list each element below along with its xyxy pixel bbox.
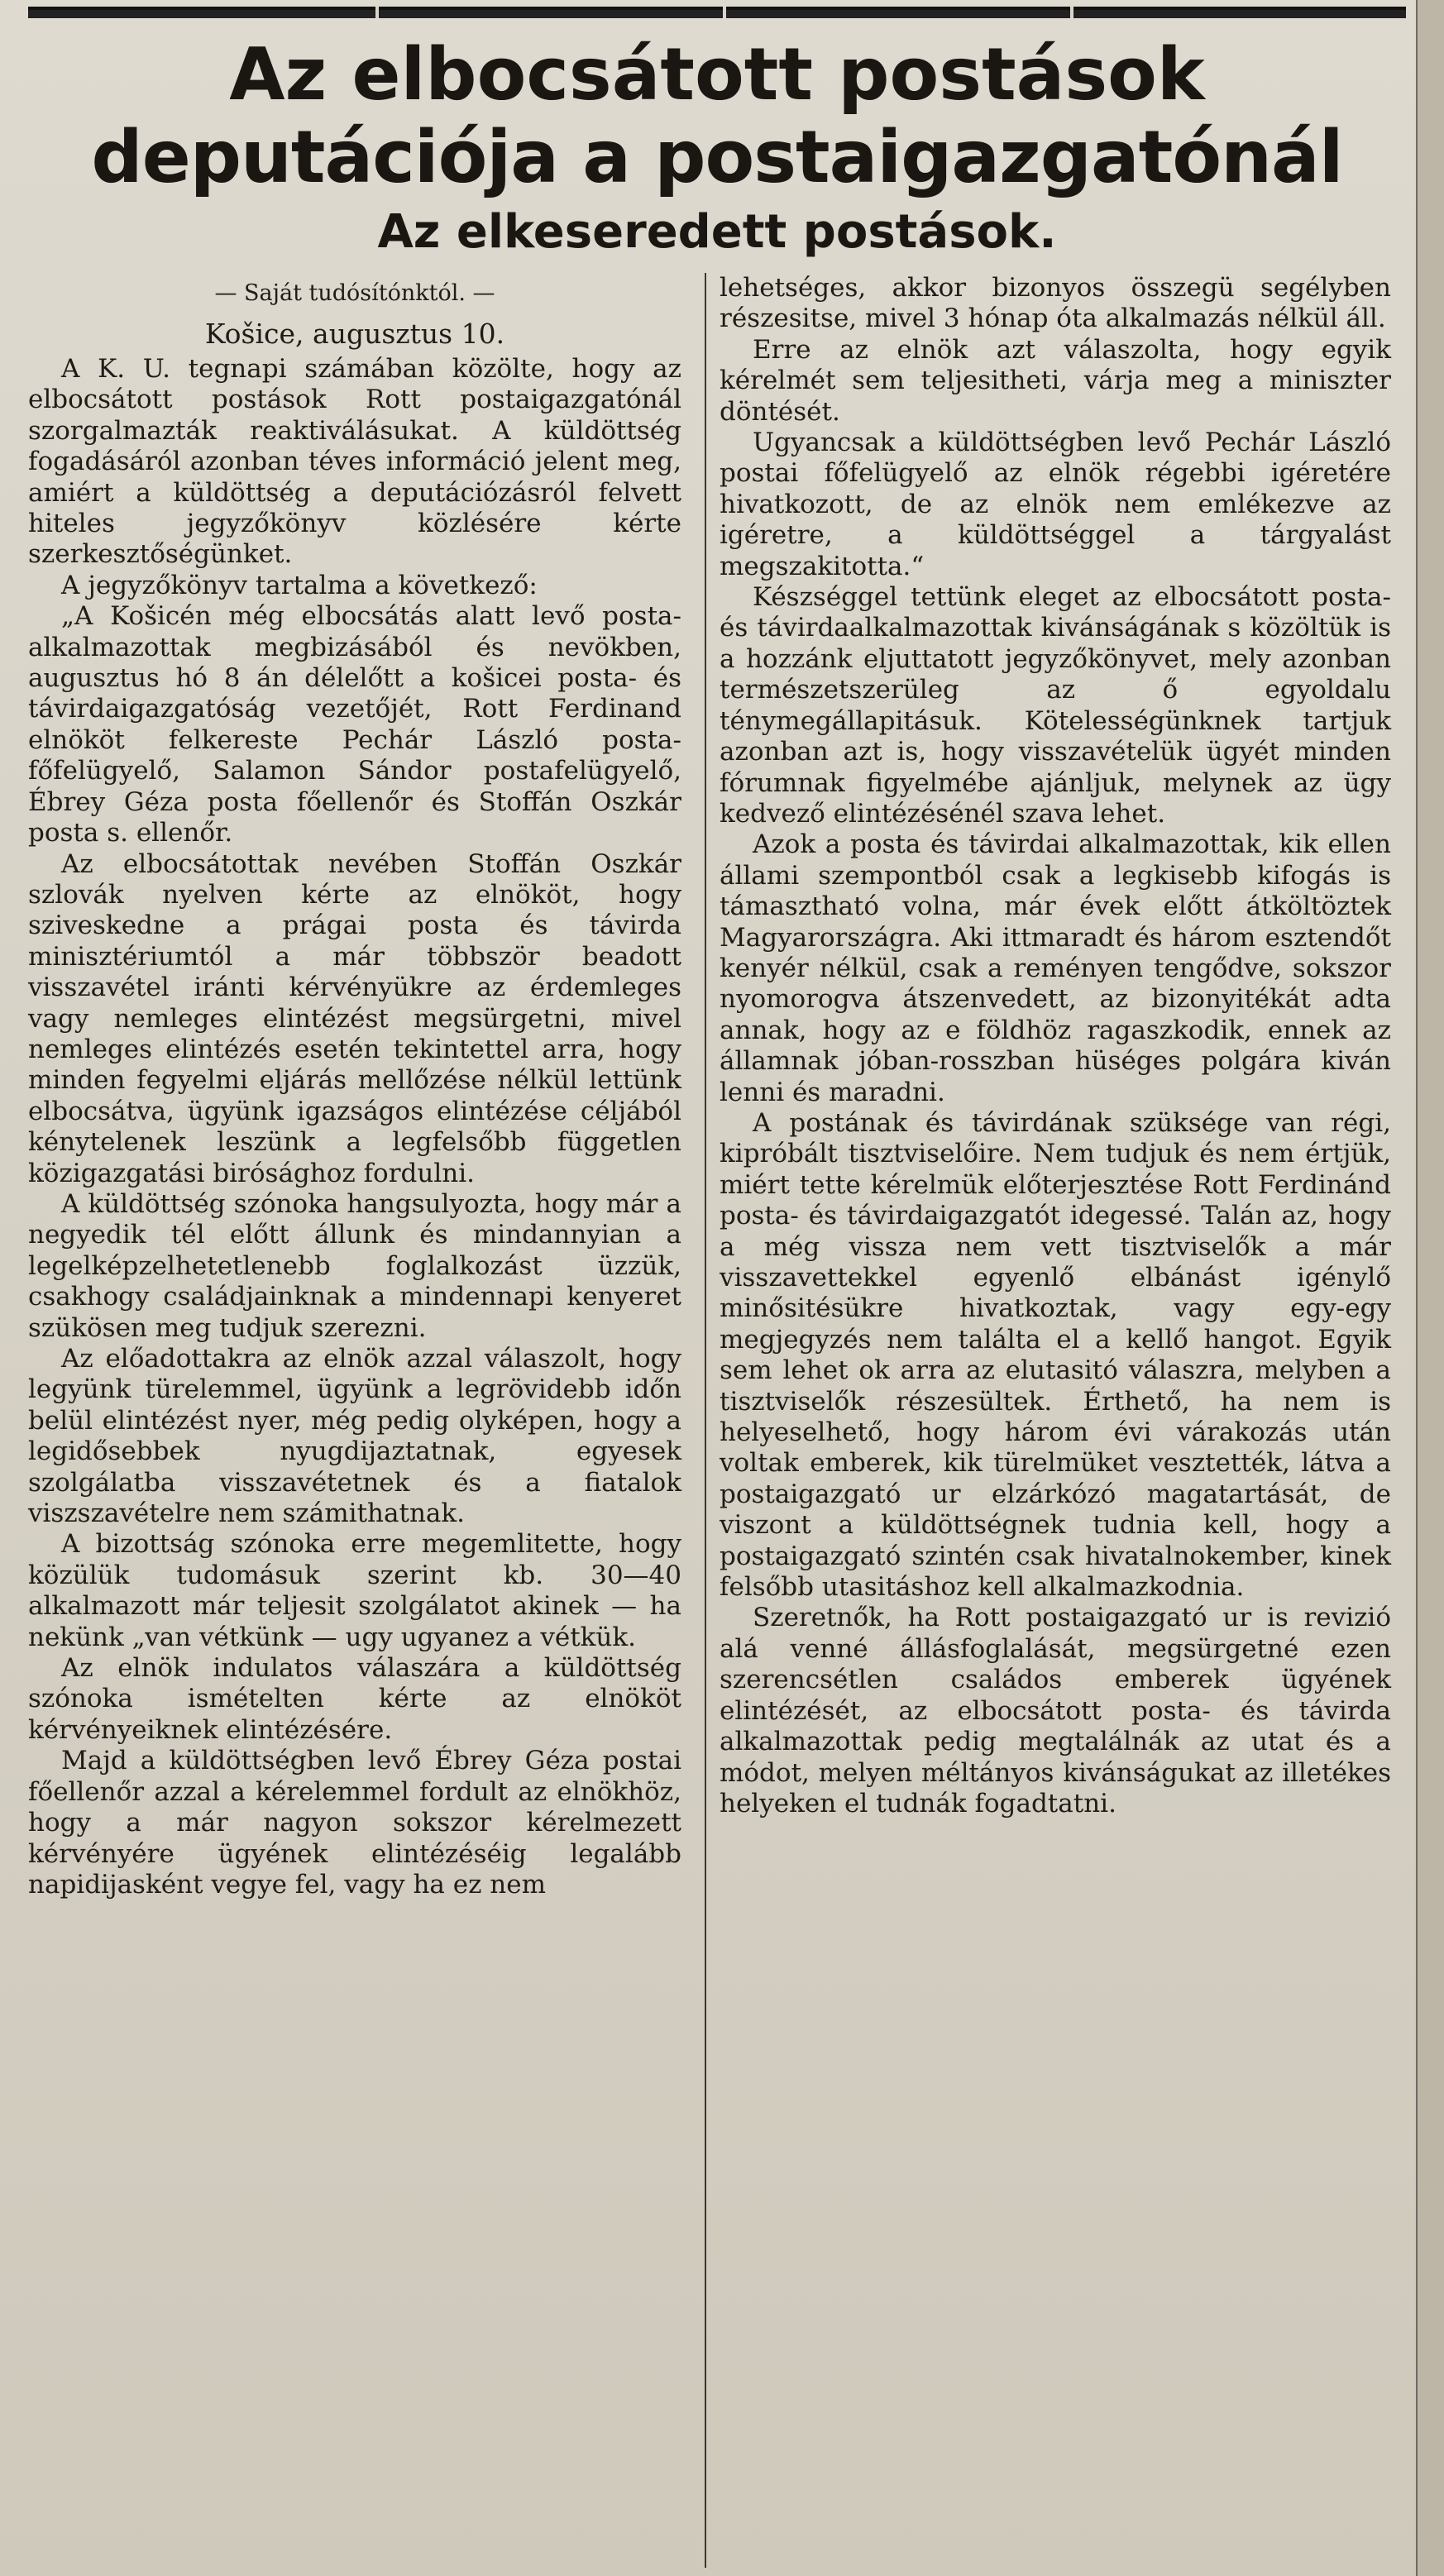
- paragraph: A küldöttség szónoka hangsulyozta, hogy már a negyedik tél előtt állunk és mindannyian a legelképzelhetetlenebb foglalkozást üzzük, csakhogy családjainknak a mindennapi kenyeret szükösen meg tudjuk szerezni.: [28, 1188, 681, 1343]
- paragraph: Szeretnők, ha Rott postaigazgató ur is revizió alá venné állásfoglalását, megsürgetné ezen szerencsétlen családos emberek ügyének elintézését, az elbocsátott posta- és távirda alkalmazottak pedig megtalálnák az utat és a módot, melyen méltányos kivánságukat az illetékes helyeken el tudnák fogadtatni.: [720, 1603, 1391, 1818]
- paragraph: A postának és távirdának szüksége van régi, kipróbált tisztviselőire. Nem tudjuk és nem értjük, miért tette kérelmük előterjesztése Rott Ferdinánd posta- és távirdaigazgatót idegessé. Talán az, hogy a még vissza nem vett tisztviselők a már visszavettekkel egyenlő elbánást igénylő minősitésükre hivatkoztak, vagy egy-egy megjegyzés nem találta el a kellő hangot. Egyik sem lehet ok arra az elutasitó válaszra, melyben a tisztviselők részesültek. Érthető, ha nem is helyeselhető, hogy három évi várakozás után voltak emberek, kik türelmüket vesztették, látva a postaigazgató ur elzárkózó magatartását, de viszont a küldöttségnek tudnia kell, hogy a postaigazgató szintén csak hivatalnokember, kinek felsőbb utasitáshoz kell alkalmazkodnia.: [720, 1107, 1391, 1603]
- byline: — Saját tudósítónktól. —: [214, 280, 495, 306]
- subheadline: Az elkeseredett postások.: [377, 205, 1057, 259]
- top-rule: [28, 7, 1406, 18]
- paragraph: Az előadottakra az elnök azzal válaszolt, hogy legyünk türelemmel, ügyünk a legrövidebb időn belül elintézést nyer, még pedig olyképen, hogy a legidősebbek nyugdijaztatnak, egyesek szolgálatba visszavétetnek és a fiatalok viszszavételre nem számithatnak.: [28, 1344, 681, 1529]
- paragraph: Azok a posta és távirdai alkalmazottak, kik ellen állami szempontból csak a legkisebb kifogás is támasztható volna, már évek előtt átköltöztek Magyarországra. Aki ittmaradt és három esztendőt kenyér nélkül, csak a reményen tengődve, sokszor nyomorogva átszenvedett, az bizonyitékát adta annak, hogy az e földhöz ragaszkodik, ennek az államnak jóban-rosszban hüséges polgára kiván lenni és maradni.: [720, 829, 1391, 1107]
- headline-line-2: deputációja a postaigazgatónál: [91, 115, 1343, 199]
- right-column: [720, 273, 1391, 1819]
- left-column: [28, 273, 681, 1900]
- paragraph: Az elnök indulatos válaszára a küldöttség szónoka ismételten kérte az elnököt kérvényeiknek elintézésére.: [28, 1653, 681, 1745]
- paragraph: Majd a küldöttségben levő Ébrey Géza postai főellenőr azzal a kérelemmel fordult az elnökhöz, hogy a már nagyon sokszor kérelmezett kérvényére ügyének elintézéséig legalább napidijasként vegye fel, vagy ha ez nem: [28, 1746, 681, 1900]
- column-divider: [705, 273, 706, 2568]
- paragraph-continued: lehetséges, akkor bizonyos összegü segélyben részesitse, mivel 3 hónap óta alkalmazás nélkül áll.: [720, 273, 1391, 334]
- paragraph: Ugyancsak a küldöttségben levő Pechár László postai főfelügyelő az elnök régebbi igéretére hivatkozott, de az elnök nem emlékezve az igéretre, a küldöttséggel a tárgyalást megszakitotta.“: [720, 428, 1391, 581]
- paragraph: Az elbocsátottak nevében Stoffán Oszkár szlovák nyelven kérte az elnököt, hogy sziveskedne a prágai posta és távirda minisztériumtól a már többször beadott visszavétel iránti kérvényükre az érdemleges vagy nemleges elintézést megsürgetni, mivel nemleges elintézés esetén tekintettel arra, hogy minden fegyelmi eljárás mellőzése nélkül lettünk elbocsátva, ügyünk igazságos elintézése céljából kénytelenek leszünk a legfelsőbb független közigazgatási birósághoz fordulni.: [28, 848, 681, 1188]
- paragraph: „A Košicén még elbocsátás alatt levő posta-alkalmazottak megbizásából és nevökben, augusztus hó 8 án délelőtt a košicei posta- és távirdaigazgatóság vezetőjét, Rott Ferdinand elnököt felkereste Pechár László posta-főfelügyelő, Salamon Sándor postafelügyelő, Ébrey Géza posta főellenőr és Stoffán Oszkár posta s. ellenőr.: [28, 601, 681, 848]
- paragraph: Erre az elnök azt válaszolta, hogy egyik kérelmét sem teljesitheti, várja meg a miniszter döntését.: [720, 334, 1391, 427]
- dateline: Košice, augusztus 10.: [204, 318, 505, 350]
- headline-line-1: Az elbocsátott postások: [229, 32, 1205, 117]
- paragraph: A bizottság szónoka erre megemlitette, hogy közülük tudomásuk szerint kb. 30—40 alkalmazott már teljesit szolgálatot akinek — ha nekünk „van vétkünk — ugy ugyanez a vétkük.: [28, 1529, 681, 1652]
- paragraph: Készséggel tettünk eleget az elbocsátott posta- és távirdaalkalmazottak kivánságának s közöltük is a hozzánk eljuttatott jegyzőkönyvet, mely azonban természetszerüleg az ő egyoldalu ténymegállapitásuk. Kötelességünknek tartjuk azonban azt is, hogy visszavételük ügyét minden fórumnak figyelmébe ajánljuk, melynek az ügy kedvező elintézésénél szava lehet.: [720, 582, 1391, 829]
- paragraph: A jegyzőkönyv tartalma a következő:: [61, 570, 538, 600]
- paragraph: A K. U. tegnapi számában közölte, hogy az elbocsátott postások Rott postaigazgatónál szorgalmazták reaktiválásukat. A küldöttség fogadásáról azonban téves információ jelent meg, amiért a küldöttség a deputációzásról felvett hiteles jegyzőkönyv közlésére kérte szerkesztőségünket.: [28, 354, 681, 570]
- adjacent-page-edge: [1416, 0, 1444, 2576]
